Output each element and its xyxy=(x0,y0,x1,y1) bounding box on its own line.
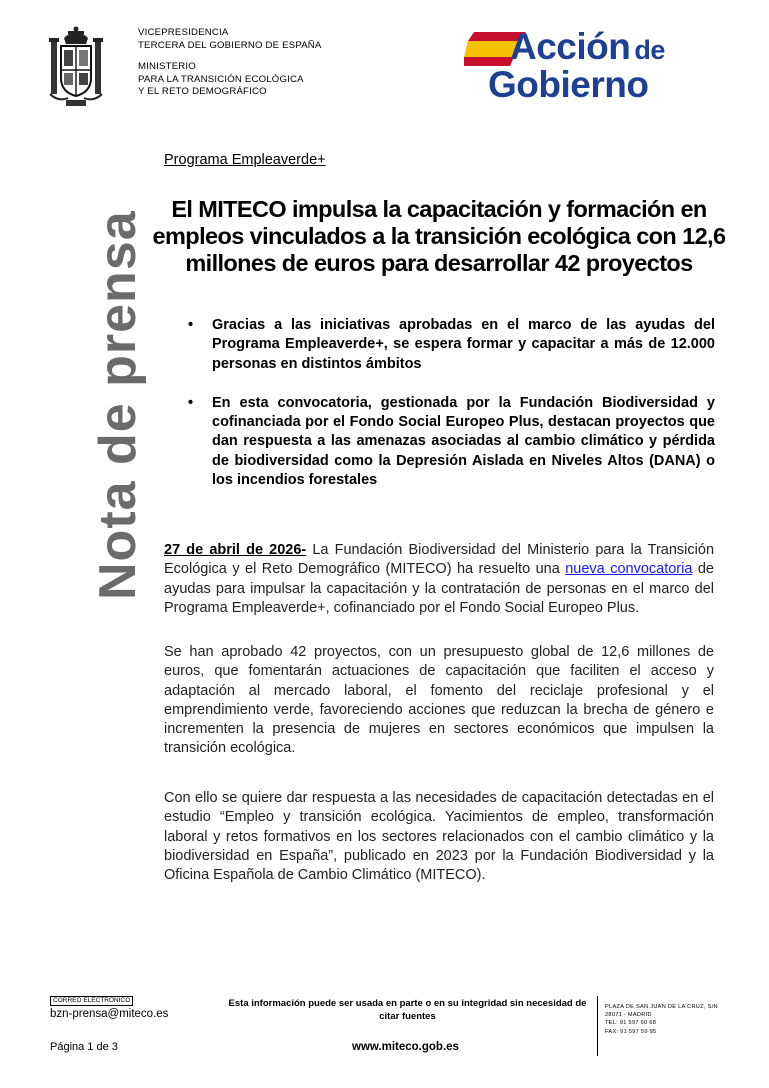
bullet-text: Gracias a las iniciativas aprobadas en el marco de las ayudas del Programa Empleaverde+, se espera formar y capacitar a más de 12.000 personas en distintos ámbitos xyxy=(212,317,715,372)
p1-text-a: La Fundación Biodiversidad del Ministerio para la Transición Ecológica y el Reto Demográfico (MITECO) ha resuelto una xyxy=(164,542,715,578)
convocatoria-link[interactable]: nueva convocatoria xyxy=(565,561,693,578)
address-line: FAX: 91 597 59 95 xyxy=(605,1028,657,1035)
logo-line-2: Gobierno xyxy=(488,64,649,105)
logo-line-1: Acción de xyxy=(510,26,665,67)
nota-de-prensa-label: Nota de prensa xyxy=(89,210,147,600)
coat-of-arms-icon xyxy=(48,26,104,110)
ministry-line: TERCERA DEL GOBIERNO DE ESPAÑA xyxy=(138,39,322,51)
p1-text-b: de ayudas para impulsar la capacitación y la contratación de personas en el marco del Programa Empleaverde+, cofinanciado por el Fondo Social Europeo Plus. xyxy=(164,561,714,616)
headline: El MITECO impulsa la capacitación y formación en empleos vinculados a la transición ecológica con 12,6 millones de euros para desarrollar 42 proyectos xyxy=(152,196,726,276)
accion-de-gobierno-logo xyxy=(462,26,712,114)
contact-email[interactable]: bzn-prensa@miteco.es xyxy=(50,1008,169,1020)
press-date: 27 de abril de 2026- xyxy=(164,542,307,558)
email-label: CORREO ELECTRÓNICO xyxy=(50,996,133,1006)
ministry-line: MINISTERIO xyxy=(138,61,196,72)
page-number: Página 1 de 3 xyxy=(50,1041,118,1053)
bullet-text: En esta convocatoria, gestionada por la Fundación Biodiversidad y cofinanciada por el Fondo Social Europeo Plus, destacan proyectos que dan respuesta a las amenazas asociadas al cambio climático y pérdida de biodiversidad como la Depresión Aislada en Niveles Altos (DANA) o los incendios forestales xyxy=(212,394,715,489)
bullet-icon: • xyxy=(188,317,194,333)
summary-bullets xyxy=(170,316,715,510)
bullet-item xyxy=(170,394,715,490)
address-line: 28071 - MADRID xyxy=(605,1012,652,1019)
ministry-line: VICEPRESIDENCIA xyxy=(138,27,229,38)
body-paragraph-1 xyxy=(164,541,714,618)
ministry-line: Y EL RETO DEMOGRÁFICO xyxy=(138,86,267,97)
ministry-heading xyxy=(138,27,322,99)
ministry-line: PARA LA TRANSICIÓN ECOLÓGICA xyxy=(138,73,304,85)
postal-address xyxy=(605,1003,718,1036)
footer-divider xyxy=(597,996,598,1056)
usage-note: Esta información puede ser usada en parte o en su integridad sin necesidad de citar fuentes xyxy=(228,998,587,1022)
program-kicker: Programa Empleaverde+ xyxy=(164,152,326,168)
bullet-item xyxy=(170,316,715,374)
website-link[interactable]: www.miteco.gob.es xyxy=(352,1041,459,1053)
body-paragraph-3: Con ello se quiere dar respuesta a las necesidades de capacitación detectadas en el estudio “Empleo y transición ecológica. Yacimientos de empleo, transformación laboral y retos formativos en los sectores relacionados con el cambio climático y la biodiversidad en España”, publicado en 2023 por la Fundación Biodiversidad y la Oficina Española de Cambio Climático (MITECO). xyxy=(164,790,714,884)
bullet-icon: • xyxy=(188,394,194,411)
address-line: PLAZA DE SAN JUAN DE LA CRUZ, S/N xyxy=(605,1004,718,1010)
body-paragraph-2: Se han aprobado 42 proyectos, con un presupuesto global de 12,6 millones de euros, que fomentarán actuaciones de capacitación que faciliten el acceso y adaptación al mercado laboral, el fomento del reciclaje profesional y el emprendimiento verde, favoreciendo acciones que reduzcan la brecha de género e incrementen la presencia de mujeres en sectores económicos que impulsen la transición ecológica. xyxy=(164,644,714,757)
address-line: TEL: 91 597 60 68 xyxy=(605,1020,657,1027)
